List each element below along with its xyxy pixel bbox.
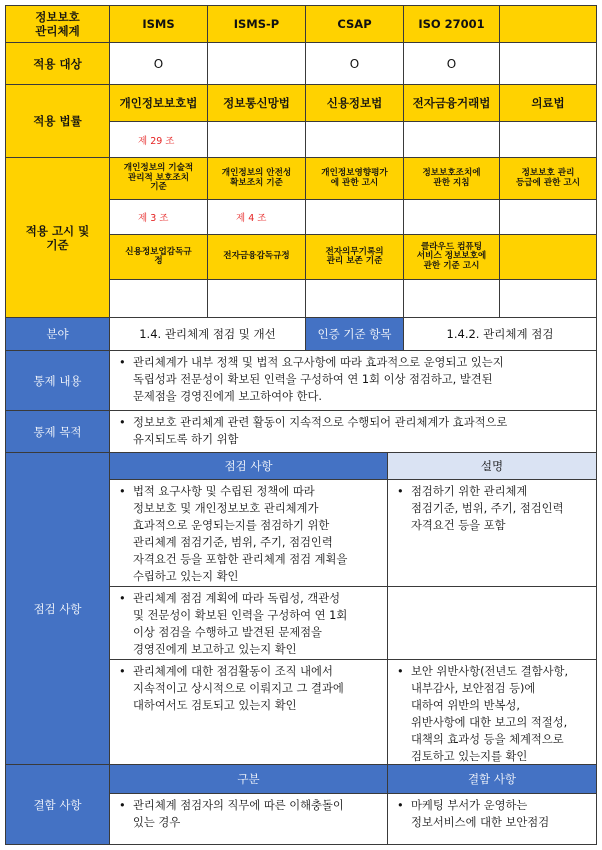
notice-article (499, 199, 597, 235)
law-article (499, 121, 597, 158)
defects-col-left-header: 구분 (109, 764, 388, 794)
check-item-text: • 법적 요구사항 및 수립된 정책에 따라 정보보호 및 개인정보보호 관리체계가 효과적으로 운영되는지를 점검하기 위한 관리체계 점검기준, 범위, 주기, 점검인력 자격요건 등을 포함한 관리체계 점검 계획을 수립하고 있는지 확인 (116, 483, 347, 585)
defect-category-text: • 관리체계 점검자의 직무에 따른 이해충돌이 있는 경우 (116, 797, 344, 831)
header-col-isms-p: ISMS-P (207, 5, 306, 43)
header-col-empty (499, 5, 597, 43)
control-text-item: • 관리체계가 내부 정책 및 법적 요구사항에 따라 효과적으로 운영되고 있는지 독립성과 전문성이 확보된 인력을 구성하여 연 1회 이상 점검하고, 발견된 문제점을 경영진에게 보고하여야 한다. (116, 354, 504, 405)
defects-col-right-header: 결함 사항 (387, 764, 597, 794)
notice-name (499, 234, 597, 280)
purpose-text-item: • 정보보호 관리체계 관련 활동이 지속적으로 수행되어 관리체계가 효과적으로 유지되도록 하기 위함 (116, 414, 507, 448)
check-description-text: • 점검하기 위한 관리체계 점검기준, 범위, 주기, 점검인력 자격요건 등을 포함 (394, 483, 564, 534)
check-item-description (387, 659, 597, 765)
notices-label: 적용 고시 및 기준 (5, 157, 110, 318)
purpose-label: 통제 목적 (5, 410, 110, 453)
control-label: 통제 내용 (5, 350, 110, 411)
check-item-text: • 관리체계에 대한 점검활동이 조직 내에서 지속적이고 상시적으로 이뤄지고 그 결과에 대하여서도 검토되고 있는지 확인 (116, 663, 344, 714)
defects-label: 결함 사항 (5, 764, 110, 845)
header-col-csap: CSAP (305, 5, 404, 43)
check-item (109, 586, 388, 660)
checks-col-left-header: 점검 사항 (109, 452, 388, 480)
defect-example-text: • 마케팅 부서가 운영하는 정보서비스에 대한 보안점검 (394, 797, 549, 831)
header-col-isms: ISMS (109, 5, 208, 43)
defect-example (387, 793, 597, 845)
domain-value: 1.4. 관리체계 점검 및 개선 (109, 317, 306, 351)
law-article: 제 29 조 (109, 121, 208, 158)
checks-col-right-header: 설명 (387, 452, 597, 480)
notice-article (305, 199, 404, 235)
control-text (109, 350, 597, 411)
notice-name: 전자의무기록의 관리 보존 기준 (305, 234, 404, 280)
notice-name: 개인정보영향평가 에 관한 고시 (305, 157, 404, 200)
check-item-description (387, 586, 597, 660)
notice-empty-cell (109, 279, 208, 318)
purpose-text (109, 410, 597, 453)
checks-label: 점검 사항 (5, 452, 110, 765)
law-name: 전자금융거래법 (403, 84, 500, 122)
notice-name: 정보보호 관리 등급에 관한 고시 (499, 157, 597, 200)
check-item (109, 659, 388, 765)
notice-empty-cell (207, 279, 306, 318)
law-article (403, 121, 500, 158)
header-system-label: 정보보호 관리체계 (5, 5, 110, 43)
target-label: 적용 대상 (5, 42, 110, 85)
target-mark-isms: O (109, 42, 208, 85)
check-description-text: • 보안 위반사항(전년도 결함사항, 내부감사, 보안점검 등)에 대하여 위반의 반복성, 위반사항에 대한 보고의 적절성, 대책의 효과성 등을 체계적으로 검토하고 있는지를 확인 (394, 663, 568, 765)
check-item-description (387, 479, 597, 587)
notice-article: 제 4 조 (207, 199, 306, 235)
notice-empty-cell (499, 279, 597, 318)
target-mark-empty (499, 42, 597, 85)
law-article (305, 121, 404, 158)
defect-category (109, 793, 388, 845)
law-name: 신용정보법 (305, 84, 404, 122)
notice-name: 전자금융감독규정 (207, 234, 306, 280)
law-name: 정보통신망법 (207, 84, 306, 122)
domain-label: 분야 (5, 317, 110, 351)
notice-name: 클라우드 컴퓨팅 서비스 정보보호에 관한 기준 고시 (403, 234, 500, 280)
target-mark-isms-p (207, 42, 306, 85)
check-item-text: • 관리체계 점검 계획에 따라 독립성, 객관성 및 전문성이 확보된 인력을 구성하여 연 1회 이상 점검을 수행하고 발견된 문제점을 경영진에게 보고하고 있는지 확인 (116, 590, 347, 658)
law-article (207, 121, 306, 158)
notice-name: 개인정보의 기술적 관리적 보호조치 기준 (109, 157, 208, 200)
cert-item-value: 1.4.2. 관리체계 점검 (403, 317, 597, 351)
notice-article (403, 199, 500, 235)
notice-name: 신용정보업감독규 정 (109, 234, 208, 280)
target-mark-iso27001: O (403, 42, 500, 85)
laws-label: 적용 법률 (5, 84, 110, 158)
notice-name: 개인정보의 안전성 확보조치 기준 (207, 157, 306, 200)
law-name: 의료법 (499, 84, 597, 122)
target-mark-csap: O (305, 42, 404, 85)
notice-name: 정보보호조치에 관한 지침 (403, 157, 500, 200)
check-item (109, 479, 388, 587)
notice-empty-cell (403, 279, 500, 318)
cert-item-label: 인증 기준 항목 (305, 317, 404, 351)
header-col-iso27001: ISO 27001 (403, 5, 500, 43)
notice-empty-cell (305, 279, 404, 318)
notice-article: 제 3 조 (109, 199, 208, 235)
law-name: 개인정보보호법 (109, 84, 208, 122)
